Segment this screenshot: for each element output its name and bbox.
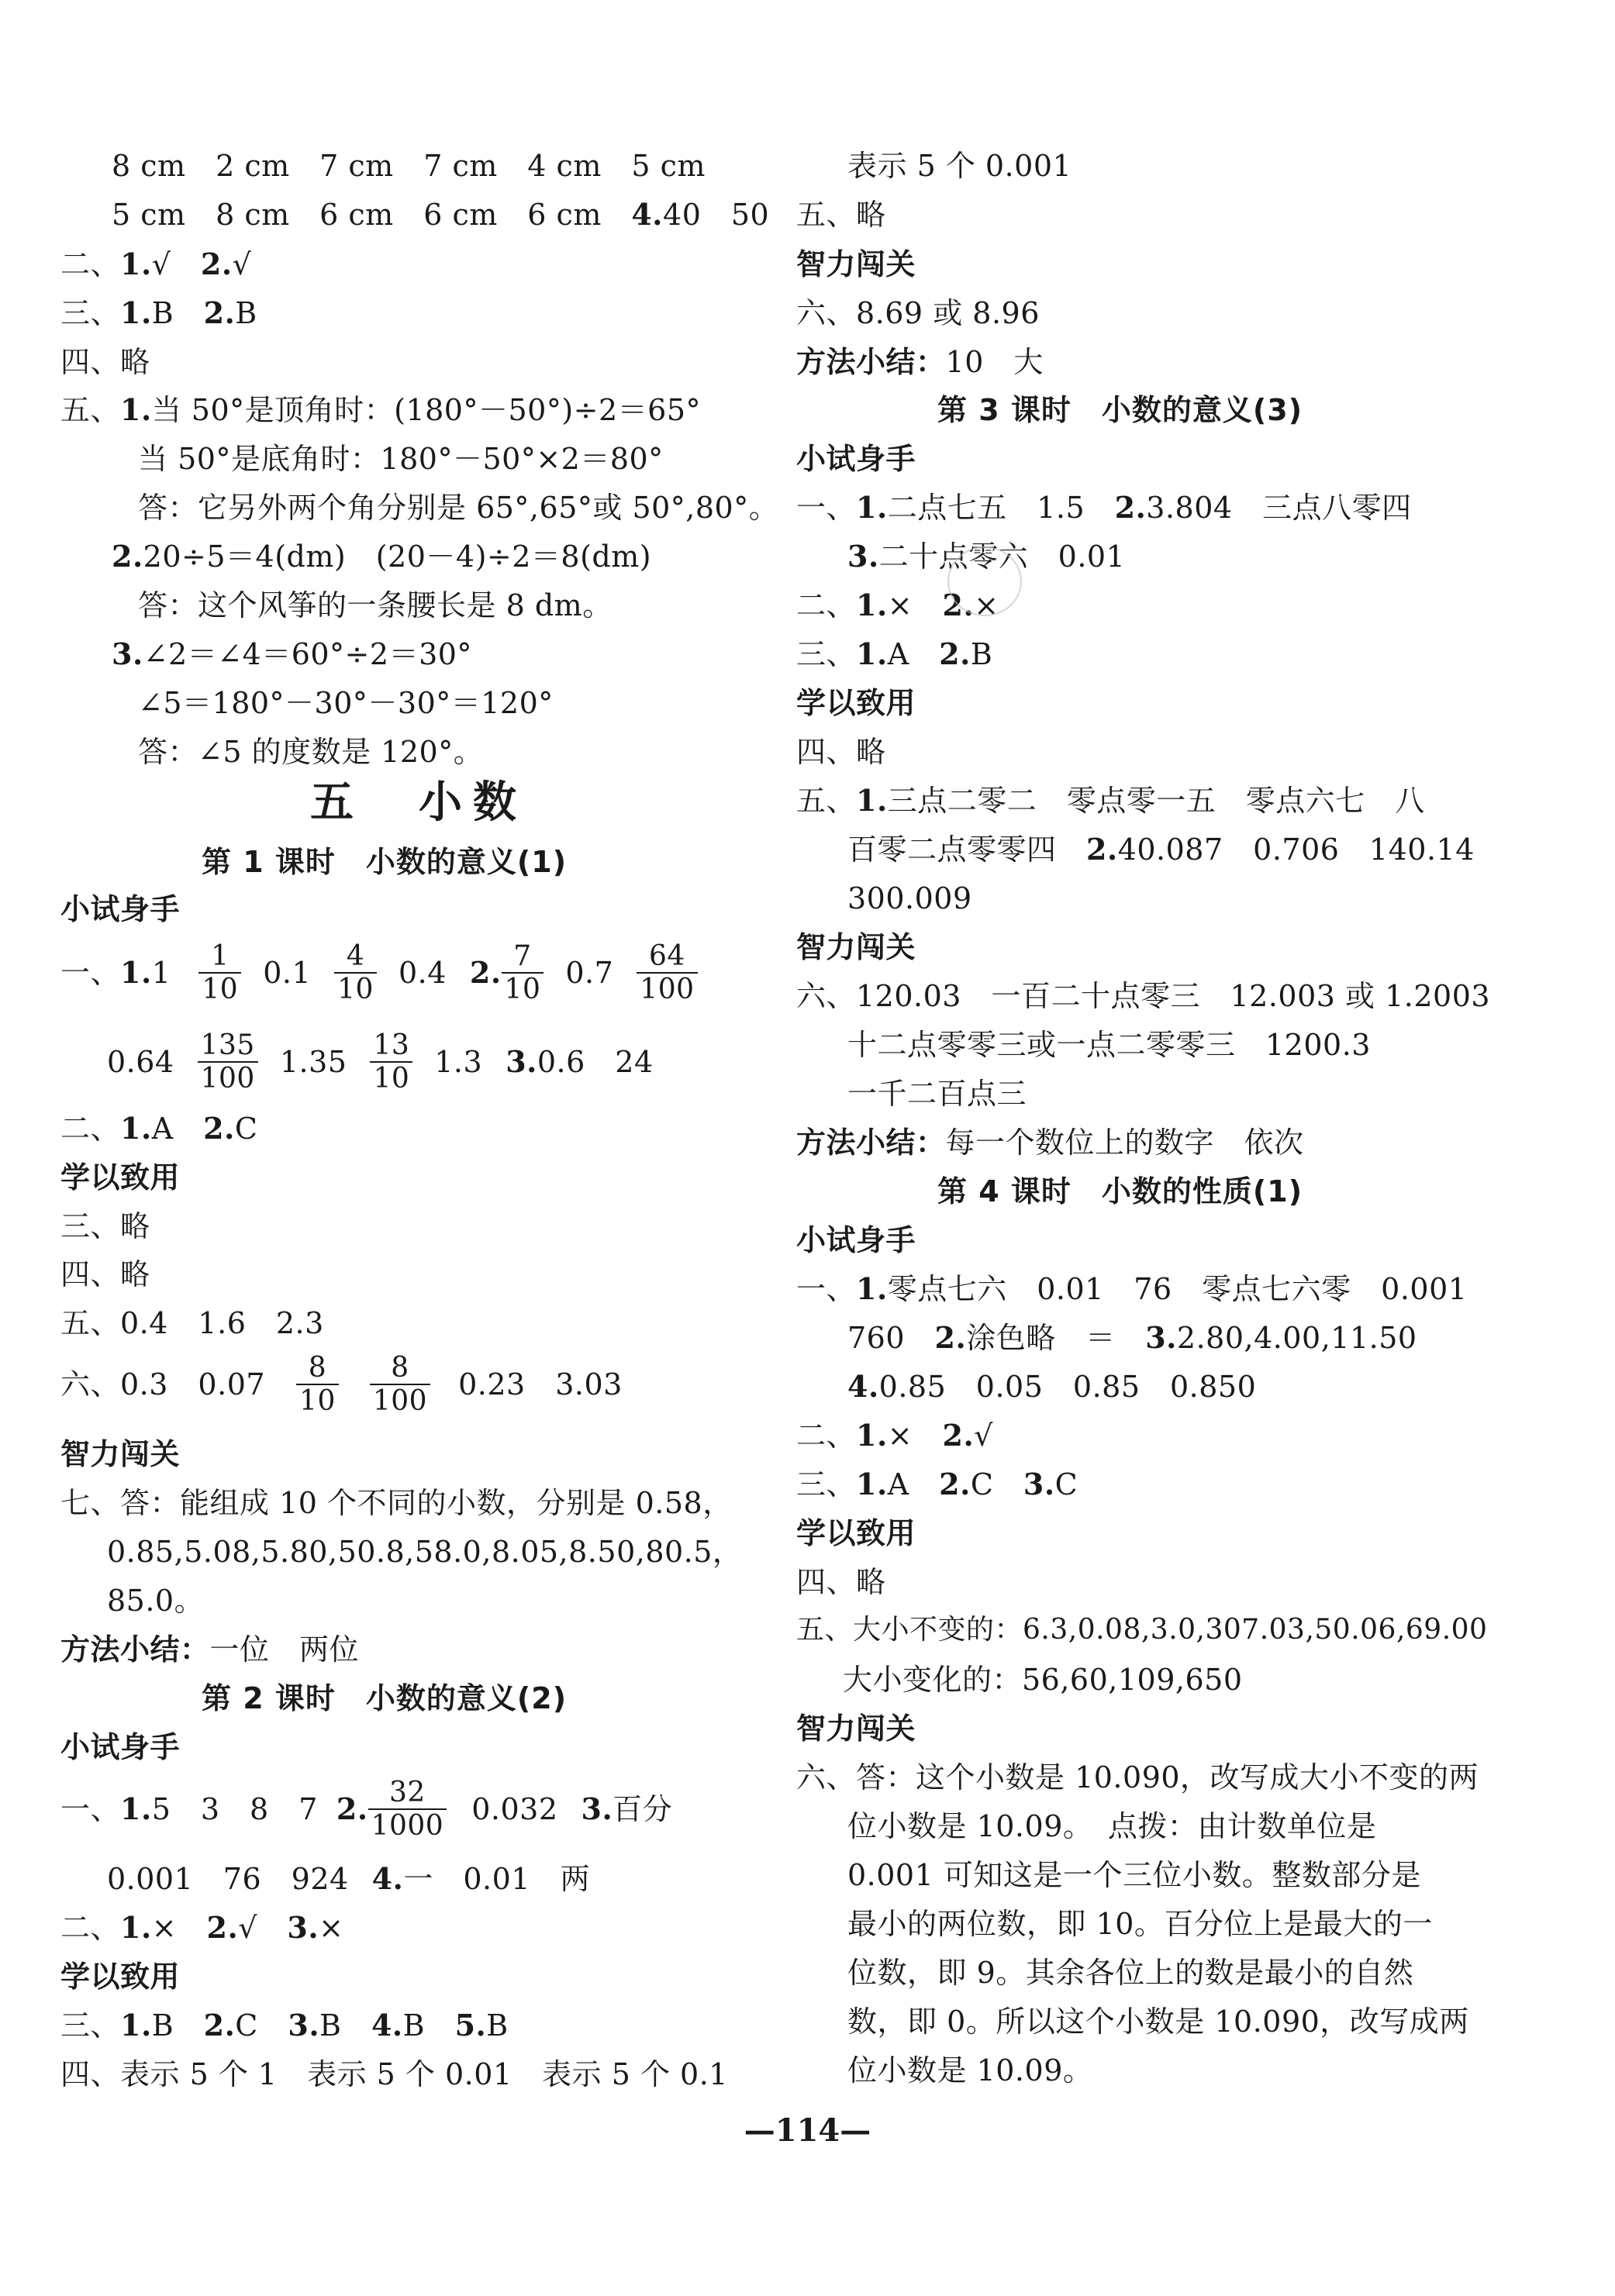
denominator: 10 bbox=[370, 1061, 412, 1095]
text-line bbox=[60, 246, 252, 281]
item-number: 2. bbox=[939, 636, 971, 671]
text-line bbox=[112, 539, 652, 574]
text-line: 六、8.69 或 8.96 bbox=[796, 296, 1040, 330]
text-line bbox=[796, 783, 1425, 818]
fraction bbox=[334, 940, 377, 1006]
item-number: 2. bbox=[203, 2008, 236, 2043]
text: ∠2＝∠4＝60°÷2＝30° bbox=[143, 637, 472, 671]
numerator: 8 bbox=[391, 1351, 409, 1384]
item-number: 1. bbox=[120, 2008, 152, 2043]
denominator: 1000 bbox=[368, 1808, 447, 1842]
text: 二点七五 1.5 bbox=[887, 491, 1115, 525]
item-number: 1. bbox=[856, 588, 888, 622]
text: 二、 bbox=[796, 1419, 857, 1453]
text-line bbox=[60, 1910, 344, 1945]
text-line: 答：这个风筝的一条腰长是 8 dm。 bbox=[138, 588, 613, 622]
section-heading: 学以致用 bbox=[796, 686, 916, 720]
text-line: 四、略 bbox=[60, 345, 150, 379]
item-number: 3. bbox=[581, 1791, 613, 1826]
text-line: 四、略 bbox=[796, 1565, 886, 1599]
fraction bbox=[198, 1029, 258, 1095]
numerator: 32 bbox=[388, 1776, 426, 1808]
text-line bbox=[847, 1320, 1417, 1355]
denominator: 10 bbox=[334, 972, 377, 1005]
text: √ bbox=[232, 247, 252, 281]
section-heading: 小试身手 bbox=[60, 892, 181, 926]
section-heading: 学以致用 bbox=[796, 1516, 916, 1550]
text: 涂色略 ＝ bbox=[966, 1321, 1146, 1355]
text: 40 50 bbox=[663, 198, 770, 232]
faint-stamp-mark bbox=[947, 546, 1022, 616]
method-summary-label: 方法小结： bbox=[796, 1126, 946, 1160]
page-number: —114— bbox=[744, 2112, 871, 2149]
item-number: 3. bbox=[112, 636, 143, 671]
text-line bbox=[796, 490, 1412, 525]
item-number: 1. bbox=[856, 783, 888, 818]
item-number: 2. bbox=[469, 955, 502, 990]
text-line bbox=[60, 1351, 623, 1417]
text: × bbox=[887, 1419, 943, 1453]
item-number: 2. bbox=[942, 588, 975, 622]
text-line bbox=[107, 1861, 590, 1896]
item-number: 3. bbox=[287, 1910, 319, 1945]
item-number: 1. bbox=[120, 1910, 152, 1945]
text-line: 四、略 bbox=[60, 1257, 150, 1291]
section-heading: 小试身手 bbox=[796, 1223, 916, 1257]
text: √ bbox=[974, 1419, 993, 1453]
item-number: 2. bbox=[203, 1111, 235, 1146]
text: 二、 bbox=[796, 588, 857, 622]
text-line bbox=[60, 1632, 360, 1667]
text: 五、 bbox=[796, 784, 857, 818]
fraction bbox=[198, 940, 241, 1006]
item-number: 1. bbox=[856, 1418, 888, 1453]
section-heading: 智力闯关 bbox=[60, 1437, 181, 1471]
text: 10 大 bbox=[945, 345, 1044, 379]
text-line: 答：它另外两个角分别是 65°,65°或 50°,80°。 bbox=[138, 491, 779, 525]
text-line: 四、略 bbox=[796, 735, 886, 769]
item-number: 1. bbox=[856, 1271, 888, 1306]
text: 2.80,4.00,11.50 bbox=[1176, 1321, 1417, 1355]
item-number: 4. bbox=[371, 2008, 403, 2043]
text: 一、 bbox=[796, 1272, 857, 1306]
lesson-title: 第 2 课时 小数的意义(2) bbox=[202, 1681, 568, 1715]
text-line bbox=[796, 1467, 1078, 1501]
text: A bbox=[887, 637, 940, 671]
text: B bbox=[151, 2008, 204, 2043]
item-number: 1. bbox=[120, 295, 152, 330]
text: 20÷5＝4(dm) (20－4)÷2＝8(dm) bbox=[143, 540, 652, 574]
unit-title: 五 小数 bbox=[310, 777, 527, 828]
text: 一、 bbox=[60, 956, 121, 990]
denominator: 100 bbox=[198, 1061, 258, 1095]
numerator: 8 bbox=[308, 1351, 327, 1384]
item-number: 5. bbox=[454, 2008, 487, 2043]
text: 三、 bbox=[60, 296, 121, 330]
item-number: 2. bbox=[206, 1910, 239, 1945]
text: 百零二点零零四 bbox=[847, 833, 1087, 867]
text: 三点二零二 零点零一五 零点六七 八 bbox=[887, 784, 1425, 818]
fraction bbox=[370, 1352, 430, 1418]
lesson-title: 第 1 课时 小数的意义(1) bbox=[202, 845, 568, 879]
text: B bbox=[402, 2008, 455, 2043]
item-number: 1. bbox=[120, 955, 152, 990]
text: 5 cm 8 cm 6 cm 6 cm 6 cm bbox=[112, 198, 632, 232]
text: 一、 bbox=[60, 1792, 121, 1826]
section-heading: 小试身手 bbox=[60, 1730, 181, 1764]
text: B bbox=[235, 296, 257, 330]
text-line bbox=[60, 2008, 509, 2043]
text-line: 表示 5 个 0.001 bbox=[847, 149, 1072, 183]
text-line bbox=[107, 1029, 654, 1095]
lesson-title: 第 4 课时 小数的性质(1) bbox=[937, 1174, 1303, 1208]
text-line: 0.85,5.08,5.80,50.8,58.0,8.05,8.50,80.5， bbox=[107, 1535, 743, 1569]
text: C bbox=[235, 2008, 288, 2043]
text-line bbox=[60, 1111, 258, 1146]
fraction bbox=[296, 1352, 339, 1418]
item-number: 2. bbox=[203, 295, 236, 330]
text-line bbox=[796, 1271, 1468, 1306]
text-line bbox=[796, 1418, 993, 1453]
text-line: 五、0.4 1.6 2.3 bbox=[60, 1306, 324, 1340]
text-line bbox=[112, 636, 472, 671]
text-line: 四、表示 5 个 1 表示 5 个 0.01 表示 5 个 0.1 bbox=[60, 2057, 728, 2091]
text-line bbox=[60, 295, 257, 330]
text: 5 3 8 7 bbox=[151, 1792, 318, 1826]
section-heading: 智力闯关 bbox=[796, 930, 916, 964]
item-number: 2. bbox=[1114, 490, 1147, 525]
item-number: 2. bbox=[112, 539, 143, 574]
text-line bbox=[796, 1126, 1304, 1160]
denominator: 100 bbox=[370, 1384, 430, 1417]
text-line bbox=[847, 832, 1475, 867]
fraction bbox=[502, 940, 544, 1006]
text: 0.64 bbox=[107, 1045, 174, 1079]
text: 760 bbox=[847, 1321, 935, 1355]
text: × bbox=[887, 588, 943, 622]
numerator: 135 bbox=[200, 1029, 255, 1061]
text: C bbox=[234, 1112, 258, 1146]
method-summary-label: 方法小结： bbox=[796, 345, 946, 379]
item-number: 3. bbox=[1145, 1320, 1177, 1355]
text: 1 bbox=[151, 956, 171, 990]
text: 1.3 bbox=[434, 1045, 483, 1079]
text-line: 六、答：这个小数是 10.090，改写成大小不变的两 bbox=[796, 1760, 1479, 1794]
text: 0.032 bbox=[471, 1792, 558, 1826]
numerator: 13 bbox=[373, 1029, 410, 1061]
text-line: 数，即 0。所以这个小数是 10.090，改写成两 bbox=[847, 2005, 1469, 2039]
fraction bbox=[370, 1029, 412, 1095]
fraction bbox=[368, 1777, 447, 1843]
text-line: 位数，即 9。其余各位上的数是最小的自然 bbox=[847, 1956, 1414, 1990]
text: × bbox=[974, 588, 999, 622]
text: 三、 bbox=[796, 637, 857, 671]
text: 一位 两位 bbox=[209, 1632, 360, 1667]
text-line: 位小数是 10.09。 点拨：由计数单位是 bbox=[847, 1809, 1377, 1843]
text-line: 85.0。 bbox=[107, 1584, 205, 1618]
item-number: 2. bbox=[200, 246, 233, 281]
text-line: 300.009 bbox=[847, 881, 972, 915]
text: 六、0.3 0.07 bbox=[60, 1367, 266, 1401]
text-line: 三、略 bbox=[60, 1209, 150, 1243]
text: 一、 bbox=[796, 491, 857, 525]
section-heading: 智力闯关 bbox=[796, 247, 916, 281]
method-summary-label: 方法小结： bbox=[60, 1632, 210, 1667]
section-heading: 小试身手 bbox=[796, 442, 916, 476]
text: B bbox=[486, 2008, 509, 2043]
text-line: ∠5＝180°－30°－30°＝120° bbox=[138, 686, 554, 720]
text: 二十点零六 0.01 bbox=[878, 540, 1126, 574]
numerator: 4 bbox=[346, 939, 365, 972]
text-line: 一千二百点三 bbox=[847, 1077, 1027, 1111]
item-number: 1. bbox=[120, 1111, 152, 1146]
text: √ bbox=[238, 1911, 288, 1945]
text: 0.1 bbox=[263, 956, 312, 990]
text: B bbox=[151, 296, 204, 330]
item-number: 4. bbox=[371, 1861, 404, 1896]
text: 0.4 bbox=[398, 956, 447, 990]
text-line: 0.001 可知这是一个三位小数。整数部分是 bbox=[847, 1858, 1421, 1892]
item-number: 1. bbox=[120, 246, 152, 281]
item-number: 1. bbox=[120, 1791, 152, 1826]
text: 二、 bbox=[60, 1911, 121, 1945]
text-line: 最小的两位数，即 10。百分位上是最大的一 bbox=[847, 1907, 1433, 1941]
numerator: 1 bbox=[211, 939, 229, 972]
item-number: 1. bbox=[856, 636, 888, 671]
text: 0.001 76 924 bbox=[107, 1862, 349, 1896]
item-number: 2. bbox=[1086, 832, 1118, 867]
text-line bbox=[60, 1776, 673, 1842]
text: × bbox=[151, 1911, 207, 1945]
text: 当 50°是顶角时：(180°－50°)÷2＝65° bbox=[151, 393, 702, 427]
item-number: 2. bbox=[934, 1320, 967, 1355]
text: 40.087 0.706 140.14 bbox=[1117, 833, 1475, 867]
text-line bbox=[112, 197, 770, 232]
section-heading: 智力闯关 bbox=[796, 1712, 916, 1746]
text-line: 五、大小不变的：6.3,0.08,3.0,307.03,50.06,69.00 bbox=[796, 1614, 1488, 1646]
text: 二、 bbox=[60, 247, 121, 281]
item-number: 1. bbox=[856, 1467, 888, 1501]
item-number: 2. bbox=[336, 1791, 368, 1826]
text-line: 答：∠5 的度数是 120°。 bbox=[138, 735, 484, 769]
text: × bbox=[319, 1911, 344, 1945]
text: 3.804 三点八零四 bbox=[1146, 491, 1412, 525]
text-line bbox=[847, 1369, 1257, 1404]
item-number: 1. bbox=[856, 490, 888, 525]
item-number: 2. bbox=[939, 1467, 971, 1501]
fraction bbox=[637, 940, 697, 1006]
text: 零点七六 0.01 76 零点七六零 0.001 bbox=[887, 1272, 1468, 1306]
item-number: 3. bbox=[288, 2008, 320, 2043]
denominator: 10 bbox=[502, 972, 544, 1005]
text: 每一个数位上的数字 依次 bbox=[945, 1126, 1304, 1160]
text-line: 大小变化的：56,60,109,650 bbox=[843, 1663, 1243, 1697]
numerator: 64 bbox=[649, 939, 685, 972]
text: 0.85 0.05 0.85 0.850 bbox=[878, 1370, 1257, 1404]
text-line bbox=[60, 392, 702, 427]
text-line: 当 50°是底角时：180°－50°×2＝80° bbox=[138, 442, 664, 476]
text: 0.23 3.03 bbox=[458, 1367, 623, 1401]
item-number: 3. bbox=[847, 539, 879, 574]
text: 百分 bbox=[613, 1792, 673, 1826]
item-number: 4. bbox=[847, 1369, 879, 1404]
text: B bbox=[970, 637, 993, 671]
text-line: 十二点零零三或一点二零零三 1200.3 bbox=[847, 1028, 1371, 1062]
text-line bbox=[60, 939, 702, 1005]
text: 二、 bbox=[60, 1112, 121, 1146]
text-line bbox=[796, 347, 1044, 377]
item-number: 2. bbox=[942, 1418, 975, 1453]
text-line: 五、略 bbox=[796, 198, 886, 232]
text: C bbox=[970, 1467, 1023, 1501]
text-line: 8 cm 2 cm 7 cm 7 cm 4 cm 5 cm bbox=[112, 149, 706, 183]
section-heading: 学以致用 bbox=[60, 1160, 181, 1195]
numerator: 7 bbox=[513, 939, 532, 972]
text: 三、 bbox=[60, 2008, 121, 2043]
text-line bbox=[796, 636, 993, 671]
text: 0.7 bbox=[565, 956, 614, 990]
lesson-title: 第 3 课时 小数的意义(3) bbox=[937, 393, 1303, 427]
item-number: 3. bbox=[1023, 1467, 1055, 1501]
text: 五、 bbox=[60, 393, 121, 427]
text-line: 位小数是 10.09。 bbox=[847, 2053, 1093, 2087]
item-number: 1. bbox=[120, 392, 152, 427]
text: 1.35 bbox=[279, 1045, 347, 1079]
text: A bbox=[887, 1467, 940, 1501]
text: 三、 bbox=[796, 1467, 857, 1501]
text: C bbox=[1054, 1467, 1078, 1501]
item-number: 3. bbox=[506, 1044, 537, 1079]
section-heading: 学以致用 bbox=[60, 1960, 181, 1994]
text: A bbox=[151, 1112, 204, 1146]
text-line: 六、120.03 一百二十点零三 12.003 或 1.2003 bbox=[796, 979, 1491, 1013]
item-number: 4. bbox=[631, 197, 664, 232]
text: B bbox=[319, 2008, 371, 2043]
text-line: 七、答：能组成 10 个不同的小数，分别是 0.58， bbox=[60, 1486, 733, 1520]
denominator: 10 bbox=[198, 972, 241, 1005]
denominator: 100 bbox=[637, 972, 697, 1005]
text: √ bbox=[151, 247, 201, 281]
text: 一 0.01 两 bbox=[403, 1862, 590, 1896]
denominator: 10 bbox=[296, 1384, 339, 1417]
text: 0.6 24 bbox=[537, 1045, 654, 1079]
